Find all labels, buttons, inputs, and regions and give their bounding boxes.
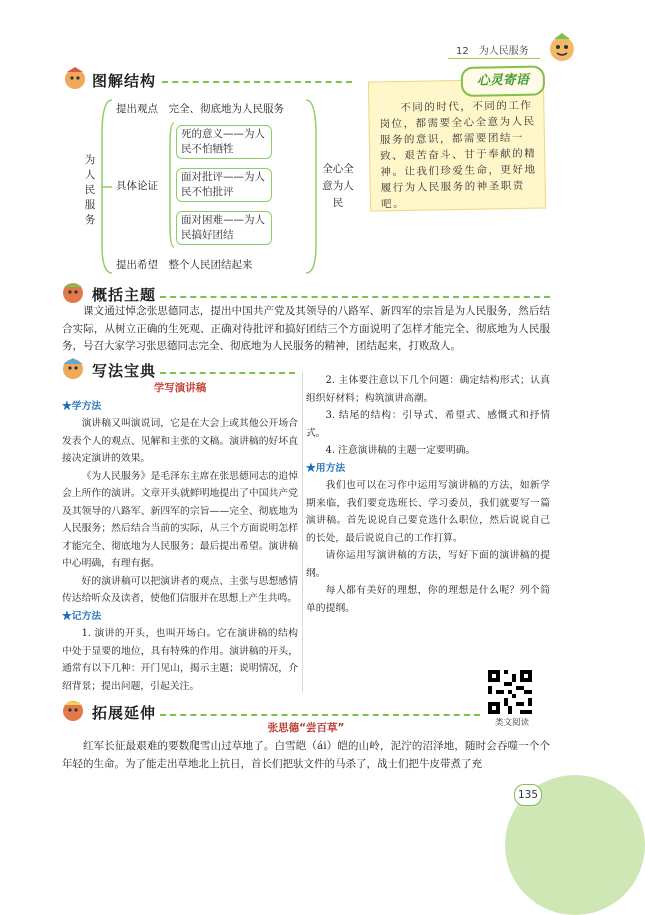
page-number: 135: [514, 784, 542, 806]
remember-paragraph-1: 1. 演讲的开头，也叫开场白。它在演讲稿的结构中处于显要的地位，具有特殊的作用。演讲稿的开头，通常有以下几种：开门见山，揭示主题；说明情况，介绍背景；提出问题，引起关注。: [62, 628, 298, 692]
section-divider: [160, 296, 550, 298]
learn-method-label: ★学方法: [62, 400, 102, 412]
remember-paragraph-2: 2. 主体要注意以下几个问题：确定结构形式；认真组织好材料；构筑演讲高潮。: [306, 375, 550, 404]
section-mascot-icon: [62, 66, 88, 90]
remember-method-label: ★记方法: [62, 610, 102, 622]
section-divider: [160, 714, 480, 716]
remember-paragraph-3: 3. 结尾的结构：引导式、希望式、感慨式和抒情式。: [306, 410, 550, 439]
cartoon-mascot-icon: [545, 30, 579, 64]
chapter-header: 12 为人民服务: [456, 46, 529, 57]
use-method-label: ★用方法: [306, 462, 346, 474]
use-paragraph-3: 每人都有美好的理想，你的理想是什么呢？列个简单的提纲。: [306, 585, 550, 614]
theme-section-title: 概括主题: [92, 286, 157, 304]
diagram-sub-difficulty: 面对困难——为人民搞好团结: [176, 211, 272, 245]
header-rule: [448, 58, 540, 59]
qr-code-icon[interactable]: [488, 670, 532, 714]
heart-note-card: [368, 72, 546, 211]
writing-subtitle: 学写演讲稿: [153, 382, 207, 394]
diagram-section-title: 图解结构: [92, 72, 157, 90]
diagram-branch-hope: 提出希望 整个人民团结起来: [116, 259, 253, 271]
writing-left-column: [62, 380, 298, 692]
structure-diagram: [78, 95, 363, 280]
diagram-conclusion: 全心全意为人民: [322, 163, 354, 209]
extension-subtitle: 张思德“尝百草”: [267, 722, 345, 734]
heart-note-text: 不同的时代，不同的工作岗位，都需要全心全意为人民服务的意识，都需要团结一致、艰苦奋斗、甘于奉献的精神。让我们珍爱生命，更好地履行为人民服务的神圣职责吧。: [379, 99, 537, 211]
learn-paragraph-2: 《为人民服务》是毛泽东主席在张思德同志的追悼会上所作的演讲。文章开头就鲜明地提出了中国共产党及其领导的八路军、新四军的宗旨——完全、彻底地为人民服务；然后结合当前的实际，从三个方面说明怎样才能完全、彻底地为人民服务；最后提出希望。演讲稿中心明确，有理有据。: [62, 470, 298, 569]
use-paragraph-1: 我们也可以在习作中运用写演讲稿的方法，如新学期来临，我们要竞选班长、学习委员，我们就要写一篇演讲稿。首先说说自己要竞选什么职位，然后说说自己的长处，最后说说自己的工作打算。: [306, 480, 550, 544]
section-mascot-icon: [60, 356, 86, 380]
extension-paragraph: 红军长征最艰难的要数爬雪山过草地了。白雪皑（ái）皑的山岭，泥泞的沼泽地，随时会吞噬一个个年轻的生命。为了能走出草地北上抗日，首长们把驮文件的马杀了，战士们把牛皮带煮了充: [62, 740, 550, 770]
writing-right-column: [306, 372, 550, 617]
section-mascot-icon: [60, 698, 86, 722]
diagram-branch-viewpoint: 提出观点 完全、彻底地为人民服务: [116, 103, 284, 115]
qr-caption: 类文阅读: [494, 718, 529, 728]
diagram-sub-death: 死的意义——为人民不怕牺牲: [176, 125, 272, 159]
column-divider: [302, 372, 303, 692]
learn-paragraph-3: 好的演讲稿可以把演讲者的观点、主张与思想感情传达给听众及读者，使他们信服并在思想上产生共鸣。: [62, 575, 298, 604]
heart-note-title-badge: [461, 65, 546, 96]
writing-section-title: 写法宝典: [92, 362, 157, 380]
extension-section-title: 拓展延伸: [92, 704, 157, 722]
theme-paragraph: 课文通过悼念张思德同志，提出中国共产党及其领导的八路军、新四军的宗旨是为人民服务，然后结合实际，从树立正确的生死观、正确对待批评和搞好团结三个方面说明了怎样才能完全、彻底地为人民服务，号召大家学习张思德同志完全、彻底地为人民服务的精神，团结起来，打败敌人。: [62, 305, 550, 352]
diagram-root: 为人民服务: [84, 154, 96, 226]
diagram-branch-argument: 具体论证: [116, 180, 158, 192]
section-divider: [162, 81, 352, 83]
learn-paragraph-1: 演讲稿又叫演说词，它是在大会上或其他公开场合发表个人的观点、见解和主张的文稿。演讲稿的好坏直接决定演讲的效果。: [62, 418, 298, 464]
heart-note-title: 心灵寄语: [476, 72, 530, 89]
section-divider: [160, 372, 295, 374]
diagram-sub-criticism: 面对批评——为人民不怕批评: [176, 168, 272, 202]
remember-paragraph-4: 4. 注意演讲稿的主题一定要明确。: [325, 445, 476, 456]
use-paragraph-2: 请你运用写演讲稿的方法，写好下面的演讲稿的提纲。: [306, 550, 550, 579]
section-mascot-icon: [60, 280, 86, 304]
